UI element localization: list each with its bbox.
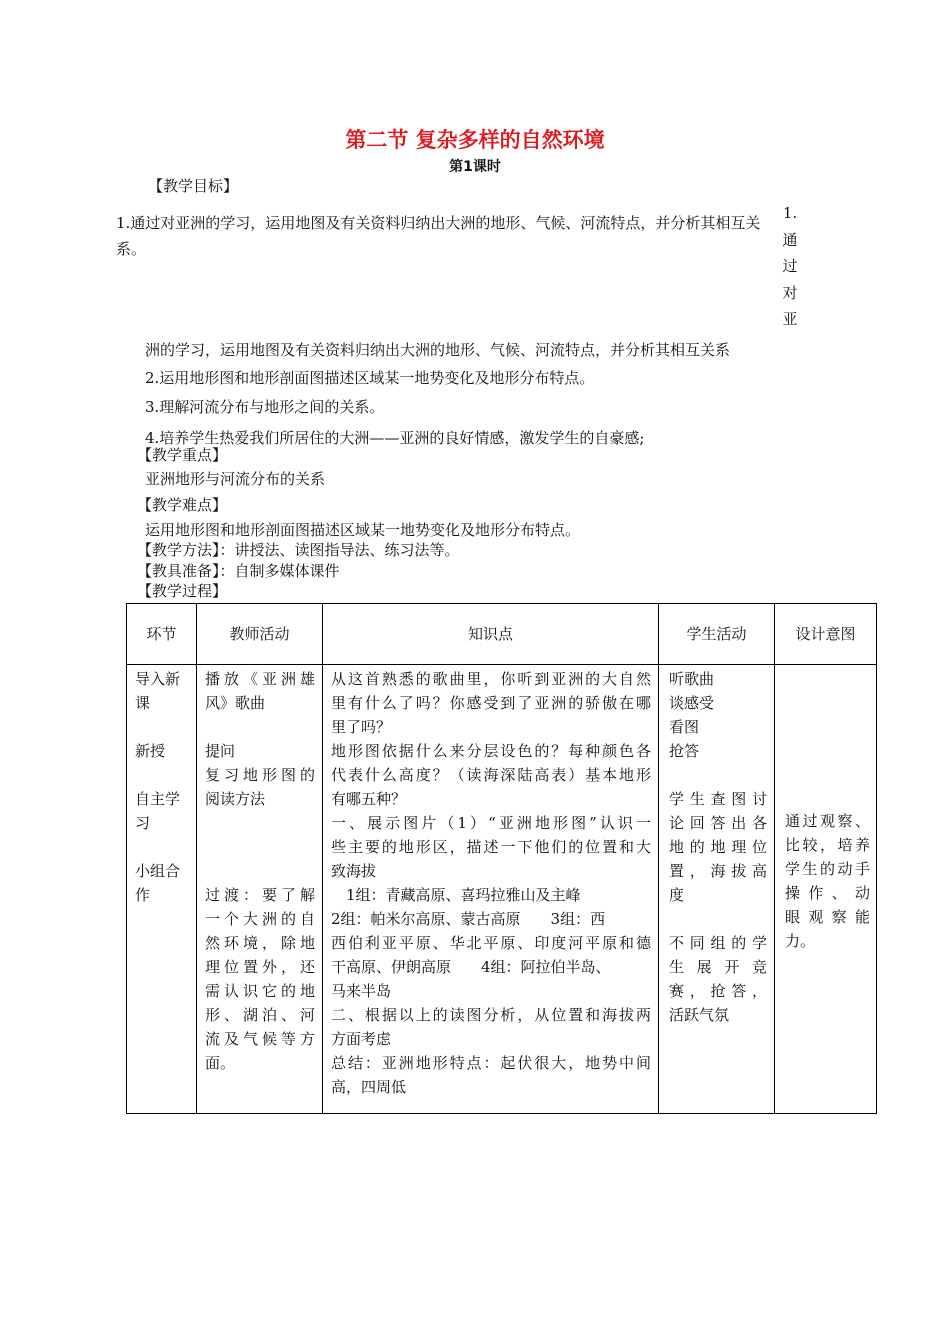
student-line: 度 bbox=[669, 886, 685, 904]
knowledge-line: 方面考虑 bbox=[331, 1030, 392, 1048]
knowledge-line: 干高原、伊朗高原 4组：阿拉伯半岛、 bbox=[331, 958, 611, 976]
student-line: 生展开竞 bbox=[669, 958, 767, 976]
page-title: 第二节 复杂多样的自然环境 bbox=[345, 128, 605, 152]
knowledge-line: 里了吗？ bbox=[331, 718, 392, 736]
student-line: 不同组的学 bbox=[669, 934, 767, 952]
difficulty-text: 运用地形图和地形剖面图描述区域某一地势变化及地形分布特点。 bbox=[145, 521, 581, 539]
teacher-line: 流及气候等方 bbox=[205, 1030, 315, 1048]
difficulty-heading: 【教学难点】 bbox=[137, 496, 228, 514]
student-line: 置，海拔高 bbox=[669, 862, 767, 880]
knowledge-cell bbox=[323, 665, 659, 1114]
design-line: 力。 bbox=[785, 932, 816, 950]
method-line: 【教学方法】：讲授法、读图指导法、练习法等。 bbox=[137, 541, 460, 559]
student-line: 学生查图讨 bbox=[669, 790, 767, 808]
knowledge-line: 西伯利亚平原、华北平原、印度河平原和德 bbox=[331, 934, 651, 952]
teacher-line: 阅读方法 bbox=[205, 790, 266, 808]
knowledge-line: 致海拔 bbox=[331, 862, 377, 880]
stage-line: 小组合 bbox=[135, 862, 181, 880]
process-table bbox=[126, 603, 877, 1114]
student-cell bbox=[659, 665, 775, 1114]
teacher-line: 提问 bbox=[205, 742, 236, 760]
header-design: 设计意图 bbox=[775, 604, 877, 665]
student-line: 活跃气氛 bbox=[669, 1006, 730, 1024]
table-row bbox=[127, 665, 877, 1114]
design-line: 眼观察能 bbox=[785, 908, 870, 926]
knowledge-line: 高，四周低 bbox=[331, 1078, 407, 1096]
goal-2: 2.运用地形图和地形剖面图描述区域某一地势变化及地形分布特点。 bbox=[145, 369, 595, 387]
header-knowledge: 知识点 bbox=[323, 604, 659, 665]
vertical-char: 亚 bbox=[782, 310, 798, 328]
student-line: 论回答出各 bbox=[669, 814, 767, 832]
stage-line: 导入新 bbox=[135, 670, 181, 688]
vertical-char: 对 bbox=[782, 283, 798, 302]
knowledge-line: 1组：青藏高原、喜玛拉雅山及主峰 bbox=[346, 886, 581, 904]
vertical-char: 过 bbox=[782, 257, 798, 275]
teacher-line: 需认识它的地 bbox=[205, 982, 315, 1000]
stage-line: 作 bbox=[135, 886, 151, 904]
stage-line: 课 bbox=[135, 694, 151, 712]
student-line: 看图 bbox=[669, 718, 700, 736]
teacher-line: 面。 bbox=[205, 1054, 236, 1072]
student-line: 听歌曲 bbox=[669, 670, 715, 688]
goals-heading: 【教学目标】 bbox=[148, 177, 239, 195]
knowledge-line: 2组：帕米尔高原、蒙古高原 3组：西 bbox=[331, 910, 606, 928]
knowledge-line: 总结：亚洲地形特点：起伏很大，地势中间 bbox=[331, 1054, 651, 1072]
goal-4: 4.培养学生热爱我们所居住的大洲——亚洲的良好情感，激发学生的自豪感; bbox=[145, 429, 645, 447]
knowledge-line: 一、展示图片（1）“亚洲地形图”认识一 bbox=[331, 814, 651, 832]
stage-line: 习 bbox=[135, 814, 151, 832]
stage-line: 新授 bbox=[135, 742, 166, 760]
vertical-char: 1. bbox=[782, 204, 798, 222]
knowledge-line: 马来半岛 bbox=[331, 982, 392, 1000]
stage-cell bbox=[127, 665, 197, 1114]
design-line: 比较，培养 bbox=[785, 836, 870, 854]
teacher-line: 复习地形图的 bbox=[205, 766, 315, 784]
teacher-line: 过渡：要了解 bbox=[205, 886, 315, 904]
knowledge-line: 里有什么了吗？你感受到了亚洲的骄傲在哪 bbox=[331, 694, 651, 712]
design-cell bbox=[775, 665, 877, 1114]
knowledge-line: 二、根据以上的读图分析，从位置和海拔两 bbox=[331, 1006, 651, 1024]
student-line: 地的地理位 bbox=[669, 838, 767, 856]
design-line: 学生的动手 bbox=[785, 860, 870, 878]
teacher-line: 风》歌曲 bbox=[205, 694, 266, 712]
process-heading: 【教学过程】 bbox=[137, 582, 228, 600]
goal-1-continued: 洲的学习，运用地图及有关资料归纳出大洲的地形、气候、河流特点，并分析其相互关系 bbox=[145, 341, 731, 359]
teacher-line: 然环境，除地 bbox=[205, 934, 315, 952]
knowledge-line: 从这首熟悉的歌曲里，你听到亚洲的大自然 bbox=[331, 670, 651, 688]
focus-heading: 【教学重点】 bbox=[137, 446, 228, 464]
design-line: 操作、动 bbox=[785, 884, 870, 902]
header-stage: 环节 bbox=[127, 604, 197, 665]
focus-text: 亚洲地形与河流分布的关系 bbox=[145, 470, 326, 488]
page-subtitle: 第1课时 bbox=[449, 159, 501, 175]
header-student: 学生活动 bbox=[659, 604, 775, 665]
student-line: 抢答 bbox=[669, 742, 700, 760]
knowledge-line: 代表什么高度？（读海深陆高表）基本地形 bbox=[331, 766, 651, 784]
knowledge-line: 地形图依据什么来分层设色的？每种颜色各 bbox=[331, 742, 651, 760]
teacher-line: 播放《亚洲雄 bbox=[205, 670, 315, 688]
goal-3: 3.理解河流分布与地形之间的关系。 bbox=[145, 398, 385, 416]
student-line: 谈感受 bbox=[669, 694, 715, 712]
tools-line: 【教具准备】：自制多媒体课件 bbox=[137, 562, 340, 580]
header-teacher: 教师活动 bbox=[197, 604, 323, 665]
knowledge-line: 有哪五种？ bbox=[331, 790, 407, 808]
table-header-row bbox=[127, 604, 877, 665]
knowledge-line: 些主要的地形区，描述一下他们的位置和大 bbox=[331, 838, 651, 856]
goal-1: 1.通过对亚洲的学习，运用地图及有关资料归纳出大洲的地形、气候、河流特点，并分析其相互关系。 bbox=[116, 214, 761, 258]
stage-line: 自主学 bbox=[135, 790, 181, 808]
vertical-char: 通 bbox=[782, 230, 798, 249]
teacher-cell bbox=[197, 665, 323, 1114]
teacher-line: 一个大洲的自 bbox=[205, 910, 315, 928]
teacher-line: 形、湖泊、河 bbox=[205, 1006, 315, 1024]
design-line: 通过观察、 bbox=[785, 812, 870, 830]
student-line: 赛，抢答， bbox=[669, 982, 767, 1000]
vertical-text-column bbox=[781, 200, 799, 333]
teacher-line: 理位置外，还 bbox=[205, 958, 315, 976]
